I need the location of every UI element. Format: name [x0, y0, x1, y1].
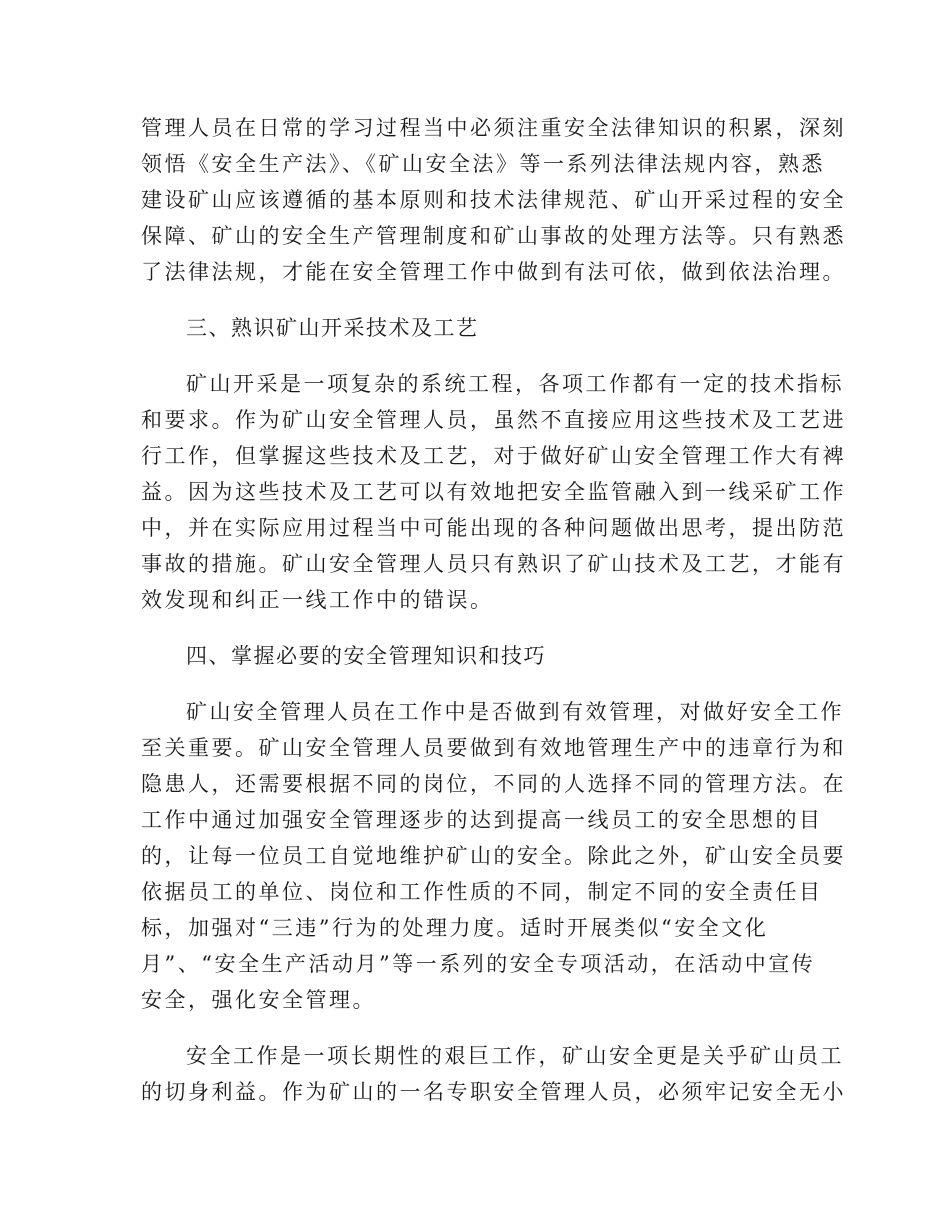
- text-line: 效发现和纠正一线工作中的错误。: [141, 588, 494, 612]
- text-line: 益。因为这些技术及工艺可以有效地把安全监管融入到一线采矿工作: [141, 480, 846, 504]
- text-line: 管理人员在日常的学习过程当中必须注重安全法律知识的积累，深刻: [141, 116, 846, 140]
- text-line: 和要求。作为矿山安全管理人员，虽然不直接应用这些技术及工艺进: [141, 408, 846, 432]
- text-line: 安全，强化安全管理。: [141, 988, 376, 1012]
- text-line: 矿山开采是一项复杂的系统工程，各项工作都有一定的技术指标: [186, 372, 844, 396]
- text-line: 隐患人，还需要根据不同的岗位，不同的人选择不同的管理方法。在: [141, 772, 846, 796]
- text-line: 中，并在实际应用过程当中可能出现的各种问题做出思考，提出防范: [141, 516, 846, 540]
- text-line: 矿山安全管理人员在工作中是否做到有效管理，对做好安全工作: [186, 700, 844, 724]
- text-line: 的切身利益。作为矿山的一名专职安全管理人员，必须牢记安全无小: [141, 1080, 846, 1104]
- document-page: [141, 110, 846, 1130]
- paragraph-continuation: [141, 110, 846, 290]
- section-heading-3: [141, 310, 796, 346]
- text-line: 事故的措施。矿山安全管理人员只有熟识了矿山技术及工艺，才能有: [141, 552, 846, 576]
- heading-text: 三、熟识矿山开采技术及工艺: [186, 316, 479, 340]
- text-line: 行工作，但掌握这些技术及工艺，对于做好矿山安全管理工作大有裨: [141, 444, 846, 468]
- text-line: 安全工作是一项长期性的艰巨工作，矿山安全更是关乎矿山员工: [186, 1044, 844, 1068]
- text-line: 保障、矿山的安全生产管理制度和矿山事故的处理方法等。只有熟悉: [141, 224, 846, 248]
- text-line: 月”、“安全生产活动月”等一系列的安全专项活动，在活动中宣传: [141, 952, 816, 976]
- paragraph-mining-techniques: [141, 366, 846, 618]
- text-line: 建设矿山应该遵循的基本原则和技术法律规范、矿山开采过程的安全: [141, 188, 846, 212]
- paragraph-conclusion: [141, 1038, 846, 1110]
- paragraph-management-skills: [141, 694, 846, 1018]
- text-line: 了法律法规，才能在安全管理工作中做到有法可依，做到依法治理。: [141, 260, 846, 284]
- text-line: 依据员工的单位、岗位和工作性质的不同，制定不同的安全责任目: [141, 880, 823, 904]
- text-line: 工作中通过加强安全管理逐步的达到提高一线员工的安全思想的目: [141, 808, 823, 832]
- text-line: 标，加强对“三违”行为的处理力度。适时开展类似“安全文化: [141, 916, 769, 940]
- text-line: 领悟《安全生产法》、《矿山安全法》等一系列法律法规内容，熟悉: [141, 152, 825, 176]
- text-line: 的，让每一位员工自觉地维护矿山的安全。除此之外，矿山安全员要: [141, 844, 846, 868]
- heading-text: 四、掌握必要的安全管理知识和技巧: [186, 644, 546, 668]
- text-line: 至关重要。矿山安全管理人员要做到有效地管理生产中的违章行为和: [141, 736, 846, 760]
- section-heading-4: [141, 638, 796, 674]
